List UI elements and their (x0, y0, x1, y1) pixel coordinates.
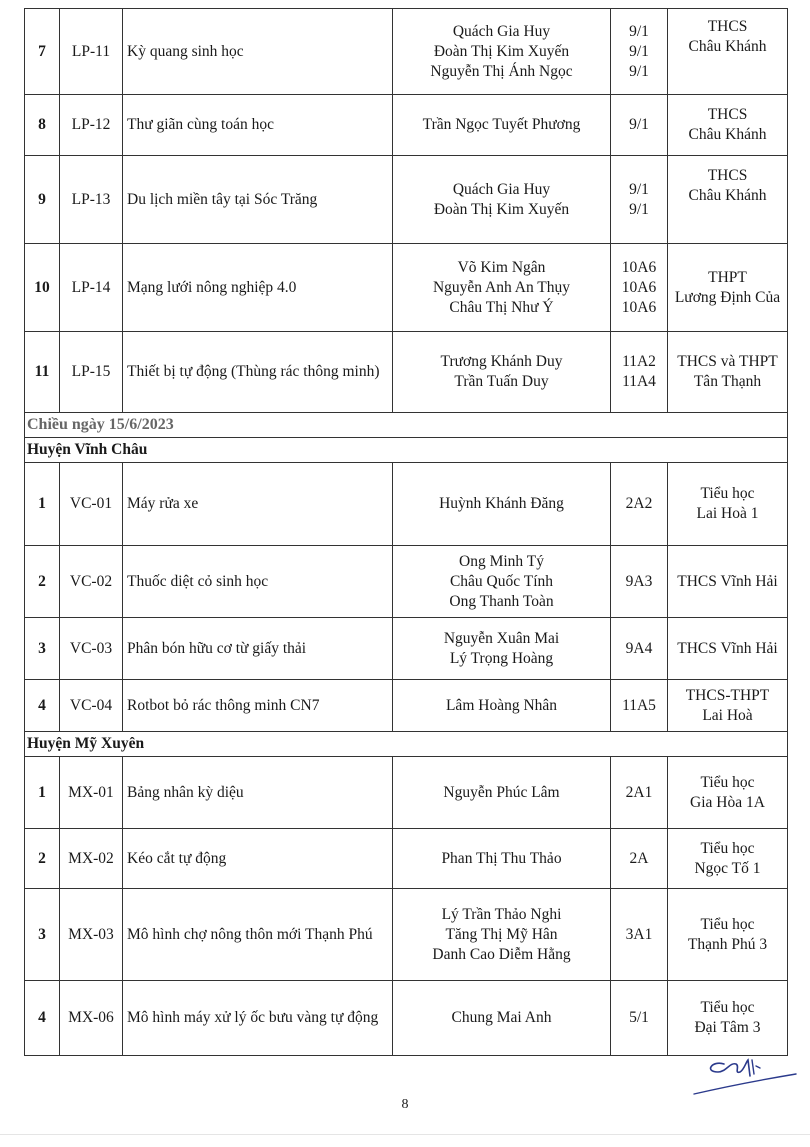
project-name: Rotbot bỏ rác thông minh CN7 (123, 680, 393, 732)
school-name: Tiểu học Ngọc Tố 1 (668, 829, 788, 889)
project-code: VC-03 (60, 618, 123, 680)
student-names: Quách Gia Huy Đoàn Thị Kim Xuyến (393, 156, 611, 244)
student-names: Nguyễn Phúc Lâm (393, 757, 611, 829)
project-code: LP-15 (60, 332, 123, 413)
student-classes: 10A6 10A6 10A6 (611, 244, 668, 332)
student-names: Lý Trần Thảo Nghi Tăng Thị Mỹ Hân Danh Cao Diễm Hằng (393, 889, 611, 981)
student-names: Nguyễn Xuân Mai Lý Trọng Hoàng (393, 618, 611, 680)
project-code: MX-03 (60, 889, 123, 981)
project-name: Mô hình máy xử lý ốc bưu vàng tự động (123, 981, 393, 1056)
document-page (24, 8, 787, 1056)
project-code: MX-06 (60, 981, 123, 1056)
row-number: 2 (25, 546, 60, 618)
row-number: 8 (25, 95, 60, 156)
project-name: Thư giãn cùng toán học (123, 95, 393, 156)
student-names: Võ Kim Ngân Nguyễn Anh An Thụy Châu Thị Như Ý (393, 244, 611, 332)
project-code: MX-01 (60, 757, 123, 829)
student-names: Trần Ngọc Tuyết Phương (393, 95, 611, 156)
school-name: THCS Châu Khánh (668, 95, 788, 156)
school-name: Tiểu học Gia Hòa 1A (668, 757, 788, 829)
student-classes: 9A3 (611, 546, 668, 618)
project-table (24, 8, 788, 1056)
project-name: Thuốc diệt cỏ sinh học (123, 546, 393, 618)
project-code: LP-14 (60, 244, 123, 332)
project-name: Kỳ quang sinh học (123, 9, 393, 95)
section-header-row (25, 732, 788, 757)
project-code: MX-02 (60, 829, 123, 889)
table-row (25, 618, 788, 680)
table-row (25, 332, 788, 413)
section-title-vinh-chau: Huyện Vĩnh Châu (25, 438, 788, 463)
project-code: LP-13 (60, 156, 123, 244)
project-name: Thiết bị tự động (Thùng rác thông minh) (123, 332, 393, 413)
student-classes: 2A (611, 829, 668, 889)
row-number: 10 (25, 244, 60, 332)
student-names: Trương Khánh Duy Trần Tuấn Duy (393, 332, 611, 413)
page-number: 8 (401, 1097, 409, 1112)
student-classes: 2A2 (611, 463, 668, 546)
table-row (25, 463, 788, 546)
school-name: THCS Châu Khánh (668, 9, 788, 95)
student-classes: 2A1 (611, 757, 668, 829)
table-row (25, 95, 788, 156)
section-header-row (25, 438, 788, 463)
student-names: Lâm Hoàng Nhân (393, 680, 611, 732)
project-code: VC-02 (60, 546, 123, 618)
table-row (25, 156, 788, 244)
school-name: THCS Vĩnh Hải (668, 618, 788, 680)
row-number: 2 (25, 829, 60, 889)
table-row (25, 9, 788, 95)
row-number: 1 (25, 757, 60, 829)
row-number: 1 (25, 463, 60, 546)
student-classes: 9/1 9/1 (611, 156, 668, 244)
row-number: 11 (25, 332, 60, 413)
row-number: 7 (25, 9, 60, 95)
student-names: Chung Mai Anh (393, 981, 611, 1056)
footer-divider (0, 1134, 810, 1135)
school-name: THCS Vĩnh Hải (668, 546, 788, 618)
row-number: 9 (25, 156, 60, 244)
student-classes: 5/1 (611, 981, 668, 1056)
school-name: Tiểu học Thạnh Phú 3 (668, 889, 788, 981)
row-number: 3 (25, 889, 60, 981)
project-name: Bảng nhân kỳ diệu (123, 757, 393, 829)
table-row (25, 829, 788, 889)
school-name: Tiểu học Lai Hoà 1 (668, 463, 788, 546)
project-name: Du lịch miền tây tại Sóc Trăng (123, 156, 393, 244)
project-name: Máy rửa xe (123, 463, 393, 546)
table-row (25, 546, 788, 618)
project-name: Kéo cắt tự động (123, 829, 393, 889)
student-classes: 11A5 (611, 680, 668, 732)
row-number: 4 (25, 680, 60, 732)
project-name: Phân bón hữu cơ từ giấy thải (123, 618, 393, 680)
student-names: Ong Minh Tý Châu Quốc Tính Ong Thanh Toàn (393, 546, 611, 618)
school-name: Tiểu học Đại Tâm 3 (668, 981, 788, 1056)
student-names: Huỳnh Khánh Đăng (393, 463, 611, 546)
student-classes: 9A4 (611, 618, 668, 680)
section-title-my-xuyen: Huyện Mỹ Xuyên (25, 732, 788, 757)
project-code: LP-11 (60, 9, 123, 95)
table-row (25, 757, 788, 829)
table-row (25, 981, 788, 1056)
project-name: Mạng lưới nông nghiệp 4.0 (123, 244, 393, 332)
project-name: Mô hình chợ nông thôn mới Thạnh Phú (123, 889, 393, 981)
student-names: Quách Gia Huy Đoàn Thị Kim Xuyến Nguyễn Thị Ánh Ngọc (393, 9, 611, 95)
project-code: LP-12 (60, 95, 123, 156)
table-row (25, 244, 788, 332)
project-code: VC-04 (60, 680, 123, 732)
student-classes: 9/1 9/1 9/1 (611, 9, 668, 95)
session-title: Chiều ngày 15/6/2023 (25, 413, 788, 438)
school-name: THPT Lương Định Của (668, 244, 788, 332)
signature-initials-mark (690, 1050, 800, 1100)
table-row (25, 889, 788, 981)
table-row (25, 680, 788, 732)
project-code: VC-01 (60, 463, 123, 546)
session-header-row (25, 413, 788, 438)
row-number: 4 (25, 981, 60, 1056)
school-name: THCS-THPT Lai Hoà (668, 680, 788, 732)
student-names: Phan Thị Thu Thảo (393, 829, 611, 889)
school-name: THCS và THPT Tân Thạnh (668, 332, 788, 413)
school-name: THCS Châu Khánh (668, 156, 788, 244)
student-classes: 9/1 (611, 95, 668, 156)
student-classes: 11A2 11A4 (611, 332, 668, 413)
row-number: 3 (25, 618, 60, 680)
student-classes: 3A1 (611, 889, 668, 981)
